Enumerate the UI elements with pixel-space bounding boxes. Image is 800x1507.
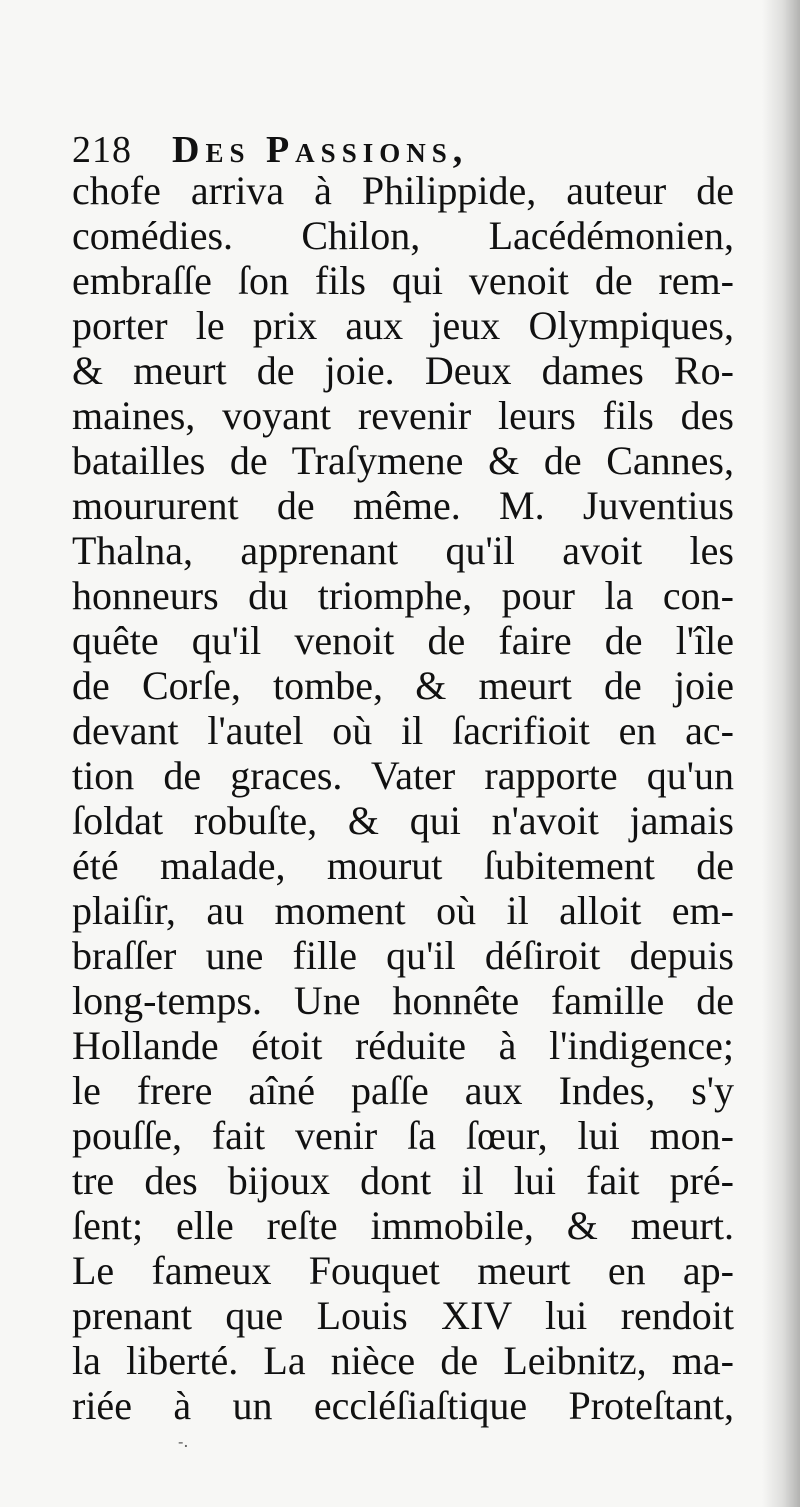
text-line: Le fameux Fouquet meurt en ap- — [72, 1248, 734, 1293]
text-line: braſſer une fille qu'il déſiroit depuis — [72, 933, 734, 978]
text-line: de Corſe, tombe, & meurt de joie — [72, 663, 734, 708]
body-text — [72, 168, 734, 1428]
text-line: tre des bijoux dont il lui fait pré- — [72, 1158, 734, 1203]
running-title: Des Passions, — [172, 129, 469, 171]
text-line: Hollande étoit réduite à l'indigence; — [72, 1023, 734, 1068]
print-mark: -. — [178, 1432, 189, 1451]
text-line: prenant que Louis XIV lui rendoit — [72, 1293, 734, 1338]
text-line: long-temps. Une honnête famille de — [72, 978, 734, 1023]
text-line: maines, voyant revenir leurs fils des — [72, 393, 734, 438]
text-line: plaiſir, au moment où il alloit em- — [72, 888, 734, 933]
text-line: chofe arriva à Philippide, auteur de — [72, 168, 734, 213]
text-line: batailles de Traſymene & de Cannes, — [72, 438, 734, 483]
text-line: embraſſe ſon fils qui venoit de rem- — [72, 258, 734, 303]
text-line: été malade, mourut ſubitement de — [72, 843, 734, 888]
text-line: quête qu'il venoit de faire de l'île — [72, 618, 734, 663]
text-line: & meurt de joie. Deux dames Ro- — [72, 348, 734, 393]
text-line: devant l'autel où il ſacrifioit en ac- — [72, 708, 734, 753]
text-line: honneurs du triomphe, pour la con- — [72, 573, 734, 618]
text-line: ſent; elle reſte immobile, & meurt. — [72, 1203, 734, 1248]
text-line: porter le prix aux jeux Olympiques, — [72, 303, 734, 348]
text-line: tion de graces. Vater rapporte qu'un — [72, 753, 734, 798]
text-line: le frere aîné paſſe aux Indes, s'y — [72, 1068, 734, 1113]
text-line: comédies. Chilon, Lacédémonien, — [72, 213, 734, 258]
page-number: 218 — [72, 129, 132, 171]
text-line: moururent de même. M. Juventius — [72, 483, 734, 528]
text-line: Thalna, apprenant qu'il avoit les — [72, 528, 734, 573]
gutter-shadow — [762, 0, 800, 1507]
text-line: la liberté. La nièce de Leibnitz, ma- — [72, 1338, 734, 1383]
text-line: riée à un eccléſiaſtique Proteſtant, — [72, 1383, 734, 1428]
text-line: pouſſe, fait venir ſa ſœur, lui mon- — [72, 1113, 734, 1158]
text-line: ſoldat robuſte, & qui n'avoit jamais — [72, 798, 734, 843]
